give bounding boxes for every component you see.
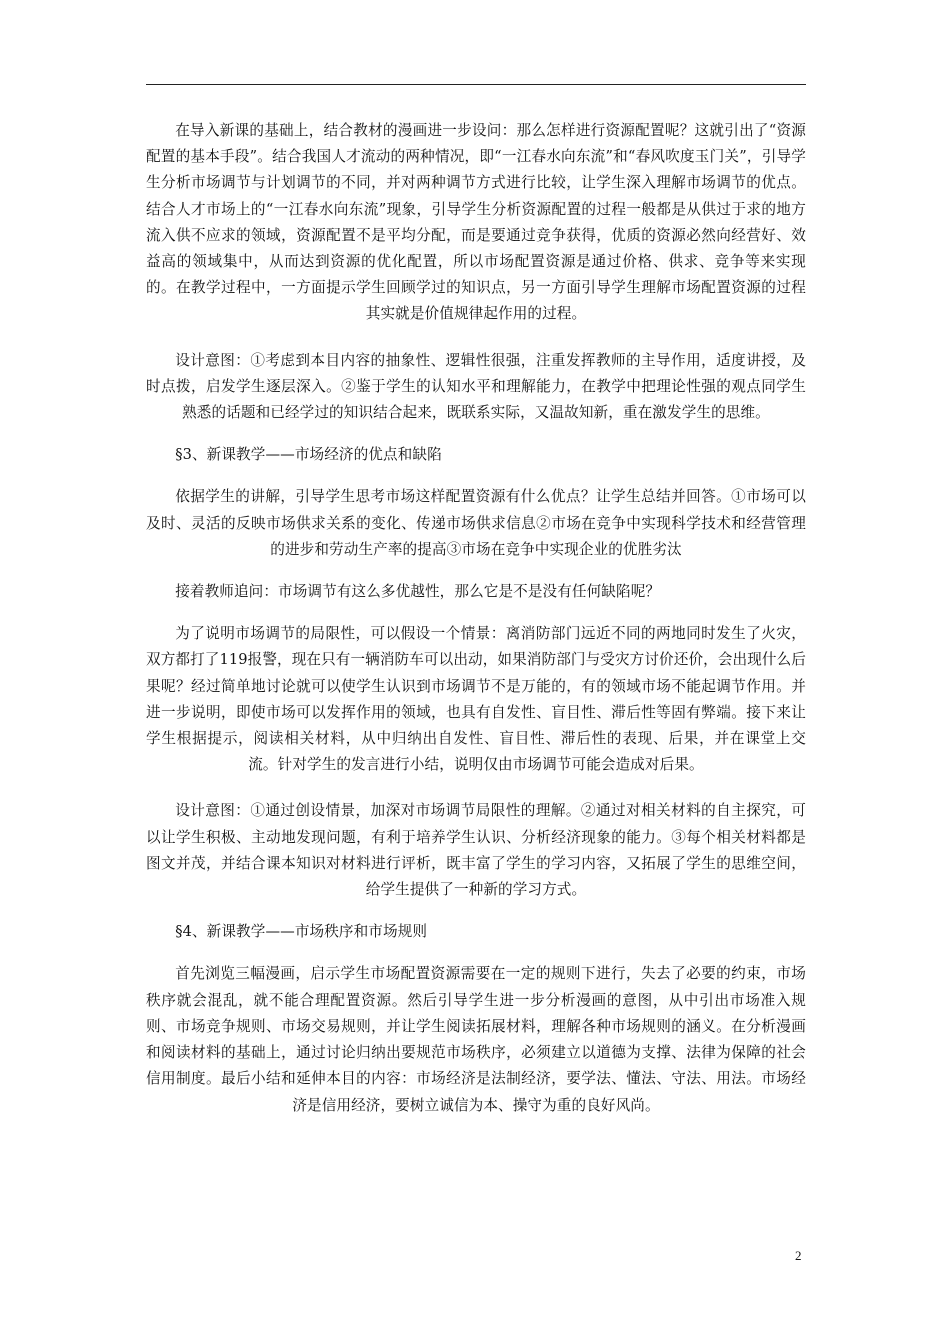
paragraph-market-limitations: 为了说明市场调节的局限性，可以假设一个情景：离消防部门远近不同的两地同时发生了火灾，双方都打了119报警，现在只有一辆消防车可以出动，如果消防部门与受灾方讨价还价，会出现什么后果呢？经过简单地讨论就可以使学生认识到市场调节不是万能的，有的领域市场不能起调节作用。并进一步说明，即使市场可以发挥作用的领域，也具有自发性、盲目性、滞后性等固有弊端。接下来让学生根据提示，阅读相关材料，从中归纳出自发性、盲目性、滞后性的表现、后果，并在课堂上交流。针对学生的发言进行小结，说明仅由市场调节可能会造成对后果。 xyxy=(146,625,806,774)
paragraph-resource-allocation: 在导入新课的基础上，结合教材的漫画进一步设问：那么怎样进行资源配置呢？这就引出了“资源配置的基本手段”。结合我国人才流动的两种情况，即“一江春水向东流”和“春风吹度玉门关”，引导学生分析市场调节与计划调节的不同，并对两种调节方式进行比较，让学生深入理解市场调节的优点。结合人才市场上的“一江春水向东流”现象，引导学生分析资源配置的过程一般都是从供过于求的地方流入供不应求的领域，资源配置不是平均分配，而是要通过竞争获得，优质的资源必然向经营好、效益高的领域集中，从而达到资源的优化配置，所以市场配置资源是通过价格、供求、竞争等来实现的。在教学过程中，一方面提示学生回顾学过的知识点，另一方面引导学生理解市场配置资源的过程其实就是价值规律起作用的过程。 xyxy=(146,122,806,323)
paragraph-design-intent-2: 设计意图：①通过创设情景，加深对市场调节局限性的理解。②通过对相关材料的自主探究，可以让学生积极、主动地发现问题，有利于培养学生认识、分析经济现象的能力。③每个相关材料都是图文并茂，并结合课本知识对材料进行评析，既丰富了学生的学习内容，又拓展了学生的思维空间，给学生提供了一种新的学习方式。 xyxy=(146,802,806,899)
page-number: 2 xyxy=(795,1248,802,1263)
document-body xyxy=(146,118,806,1119)
header-rule xyxy=(146,84,806,85)
paragraph-market-advantages: 依据学生的讲解，引导学生思考市场这样配置资源有什么优点？让学生总结并回答。①市场可以及时、灵活的反映市场供求关系的变化、传递市场供求信息②市场在竞争中实现科学技术和经营管理的进步和劳动生产率的提高③市场在竞争中实现企业的优胜劣汰 xyxy=(146,488,806,558)
paragraph-market-rules: 首先浏览三幅漫画，启示学生市场配置资源需要在一定的规则下进行，失去了必要的约束，市场秩序就会混乱，就不能合理配置资源。然后引导学生进一步分析漫画的意图，从中引出市场准入规则、市场竞争规则、市场交易规则，并让学生阅读拓展材料，理解各种市场规则的涵义。在分析漫画和阅读材料的基础上，通过讨论归纳出要规范市场秩序，必须建立以道德为支撑、法律为保障的社会信用制度。最后小结和延伸本目的内容：市场经济是法制经济，要学法、懂法、守法、用法。市场经济是信用经济，要树立诚信为本、操守为重的良好风尚。 xyxy=(146,965,806,1114)
paragraph-design-intent-1: 设计意图：①考虑到本目内容的抽象性、逻辑性很强，注重发挥教师的主导作用，适度讲授，及时点拨，启发学生逐层深入。②鉴于学生的认知水平和理解能力，在教学中把理论性强的观点同学生熟悉的话题和已经学过的知识结合起来，既联系实际，又温故知新，重在激发学生的思维。 xyxy=(146,351,806,422)
section-heading-4: §4、新课教学——市场秩序和市场规则 xyxy=(175,923,428,941)
section-heading-3: §3、新课教学——市场经济的优点和缺陷 xyxy=(175,446,442,464)
paragraph-teacher-question: 接着教师追问：市场调节有这么多优越性，那么它是不是没有任何缺陷呢？ xyxy=(175,583,661,601)
